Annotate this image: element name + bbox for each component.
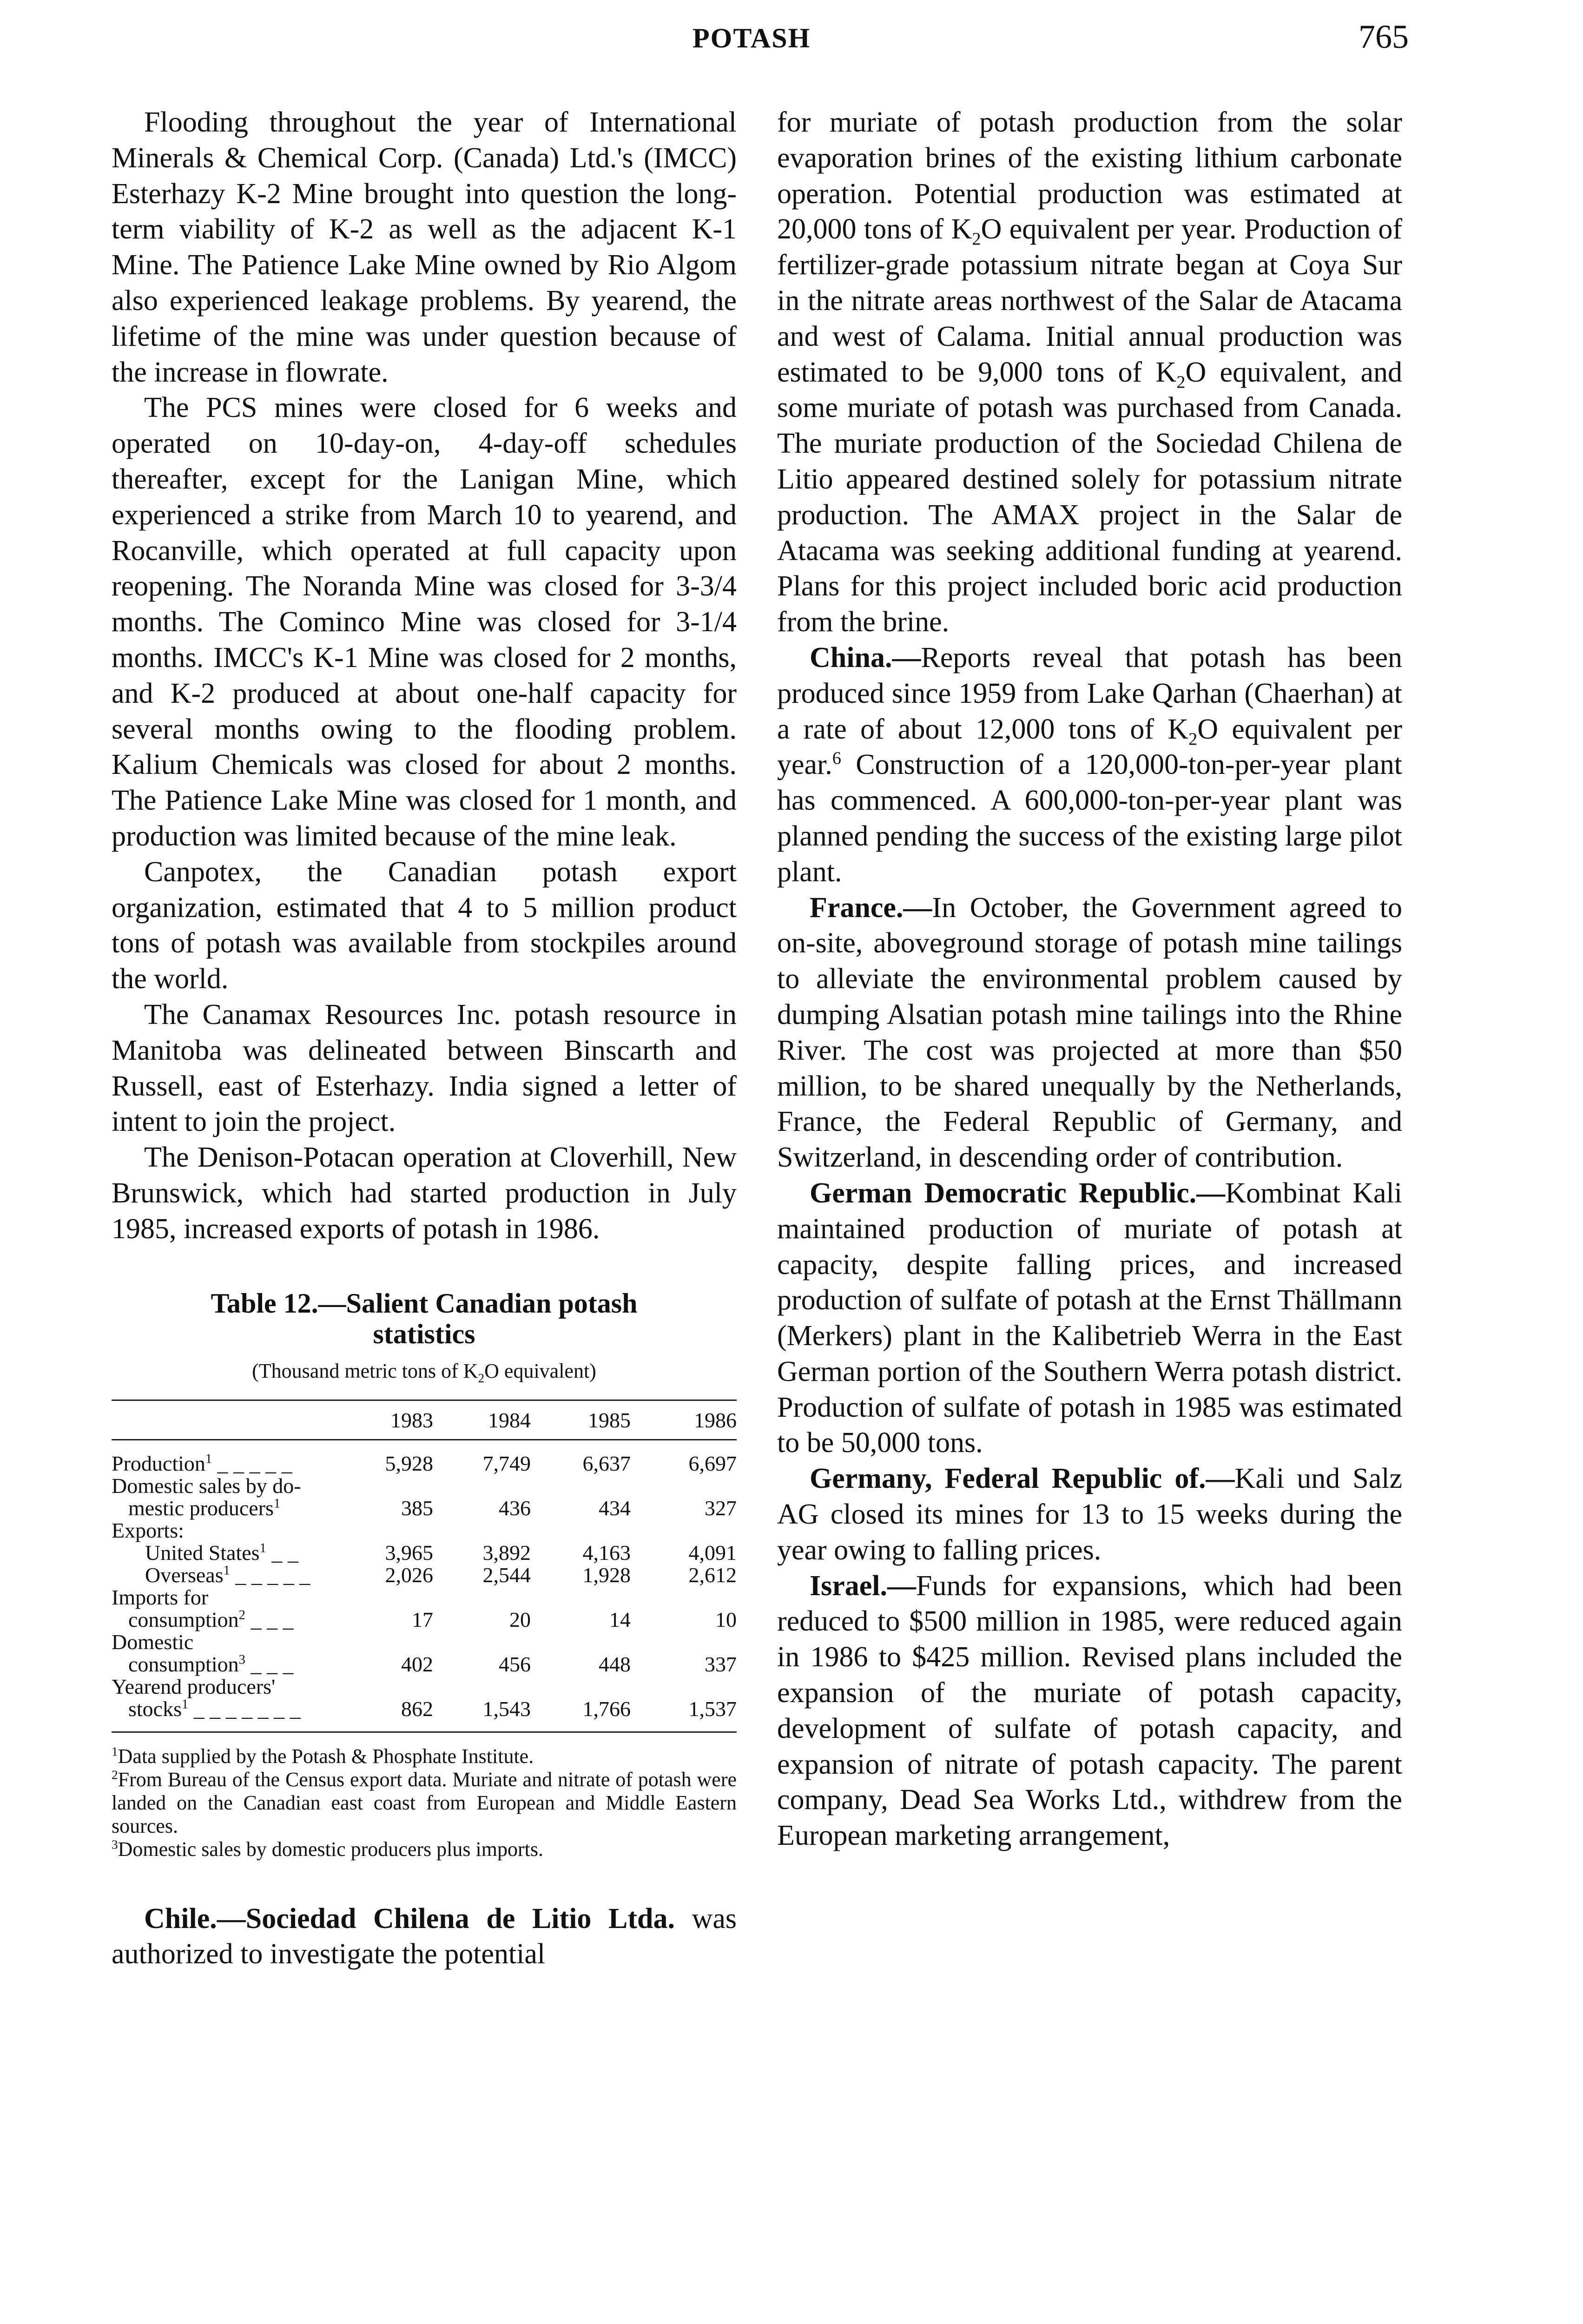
paragraph-denison-potacan: The Denison-Potacan operation at Cloverhill, New Brunswick, which had started production in July 1985, increased exports of potash in 1986. [112,1142,737,1245]
salient-statistics-table [112,1400,737,1733]
table-header-row [112,1400,737,1439]
column-header: 1986 [631,1400,737,1439]
running-head: POTASH [693,23,811,53]
paragraph-canamax: The Canamax Resources Inc. potash resource in Manitoba was delineated between Binscarth and Russell, east of Esterhazy. India signed a letter of intent to join the project. [112,998,737,1138]
paragraph-israel: Israel.—Funds for expansions, which had been reduced to $500 million in 1985, were reduced again in 1986 to $425 million. Revised plans included the expansion of the muriate of potash capacity, development of sulfate of potash capacity, and expansion of nitrate of potash capacity. The parent company, Dead Sea Works Ltd., withdrew from the European marketing arrangement, [777,1570,1402,1852]
column-header: 1984 [433,1400,531,1439]
paragraph-france: France.—In October, the Government agreed to on-site, aboveground storage of potash mine tailings to alleviate the environmental problem caused by dumping Alsatian potash mine tailings into the Rhine River. The cost was projected at more than $50 million, to be shared unequally by the Netherlands, France, the Federal Republic of Germany, and Switzerland, in descending order of contribution. [777,891,1402,1174]
paragraph-china: China.—Reports reveal that potash has been produced since 1959 from Lake Qarhan (Chaerhan) at a rate of about 12,000 tons of $K_2O$ equivalent per year.$^6$ Construction of a 120,000-ton-per-year plant has commenced. A 600,000-ton-per-year plant was planned pending the success of the existing large pilot plant. [777,641,1403,888]
paragraph-canpotex: Canpotex, the Canadian potash export organization, estimated that 4 to 5 million product tons of potash was available from stockpiles around the world. [112,856,737,995]
section-heading-chile: Chile.—Sociedad Chilena de Litio Ltda. [144,1902,675,1934]
paragraph-germany-federal-republic: Germany, Federal Republic of.—Kali und Salz AG closed its mines for 13 to 15 weeks during the year owing to falling prices. [777,1463,1402,1566]
section-heading-gdr: German Democratic Republic.— [810,1177,1226,1209]
table-row-imports: Imports for consumption$^2$ _ _ _ 17 20 14 10 [112,1585,737,1631]
section-heading-france: France.— [810,891,932,924]
right-column [777,105,1402,1854]
table-row-overseas: Overseas$^1$ _ _ _ _ _ 2,026 2,544 1,928 2,612 [145,1563,737,1587]
column-header: 1983 [354,1400,433,1439]
section-heading-israel: Israel.— [810,1570,917,1602]
left-column [112,105,737,1972]
table-12 [112,1288,737,1861]
table-row-united-states: United States$^1$ _ _ 3,965 3,892 4,163 4,091 [145,1540,737,1565]
page-header [0,18,1583,59]
paragraph-chile: Chile.—Sociedad Chilena de Litio Ltda. was authorized to investigate the potential [112,1902,737,1970]
paragraph-chile-continued: for muriate of potash production from the solar evaporation brines of the existing lithium carbonate operation. Potential production was estimated at 20,000 tons of $K_2O$ equivalent per year. Production of fertilizer-grade potassium nitrate began at Coya Sur in the nitrate areas northwest of the Salar de Atacama and west of Calama. Initial annual production was estimated to be 9,000 tons of $K_2O$ equivalent, and some muriate of potash was purchased from Canada. The muriate production of the Sociedad Chilena de Litio appeared destined solely for potassium nitrate production. The AMAX project in the Salar de Atacama was seeking additional funding at yearend. Plans for this project included boric acid production from the brine. [777,106,1402,638]
footnote-2: $^2$From Bureau of the Census export data. Muriate and nitrate of potash were landed on the Canadian east coast from European and Middle Eastern sources. [112,1767,737,1837]
section-heading-frg: Germany, Federal Republic of.— [810,1463,1235,1495]
footnote-3: $^3$Domestic sales by domestic producers plus imports. [112,1837,543,1861]
table-subtitle: (Thousand metric tons of $K_2O$ equivalent) [252,1359,596,1385]
table-row-stocks: Yearend producers' stocks$^1$ _ _ _ _ _ _ _ 862 1,543 1,766 1,537 [112,1676,737,1732]
table-title: Table 12.—Salient Canadian potash statistics [211,1287,638,1349]
paragraph-pcs-mines: The PCS mines were closed for 6 weeks and operated on 10-day-on, 4-day-off schedules thereafter, except for the Lanigan Mine, which experienced a strike from March 10 to yearend, and Rocanville, which operated at full capacity upon reopening. The Noranda Mine was closed for 3-3/4 months. The Cominco Mine was closed for 3-1/4 months. IMCC's K-1 Mine was closed for 2 months, and K-2 produced at about one-half capacity for several months owing to the flooding problem. Kalium Chemicals was closed for about 2 months. The Patience Lake Mine was closed for 1 month, and production was limited because of the mine leak. [112,392,737,852]
footnote-1: $^1$Data supplied by the Potash & Phosphate Institute. [112,1744,534,1768]
paragraph-imcc-flooding: Flooding throughout the year of International Minerals & Chemical Corp. (Canada) Ltd.'s (IMCC) Esterhazy K-2 Mine brought into question the long-term viability of K-2 as well as the adjacent K-1 Mine. The Patience Lake Mine owned by Rio Algom also experienced leakage problems. By yearend, the lifetime of the mine was under question because of the increase in flowrate. [112,106,737,388]
table-row-domestic-sales: Domestic sales by do- mestic producers$^1$ 385 436 434 327 [112,1473,737,1520]
column-header: 1985 [531,1400,631,1439]
table-row-production: Production$^1$ _ _ _ _ _ 5,928 7,749 6,637 6,697 [112,1451,737,1475]
table-row-exports: Exports: [112,1518,184,1542]
table-row-domestic-consumption: Domestic consumption$^3$ _ _ _ 402 456 448 337 [112,1630,737,1676]
section-heading-china: China.— [810,641,921,673]
paragraph-german-democratic-republic: German Democratic Republic.—Kombinat Kali maintained production of muriate of potash at capacity, despite falling prices, and increased production of sulfate of potash at the Ernst Thällmann (Merkers) plant in the Kalibetrieb Werra in the East German portion of the Southern Werra potash district. Production of sulfate of potash in 1985 was estimated to be 50,000 tons. [777,1177,1403,1459]
table-footnotes [112,1745,737,1861]
page-number: 765 [1359,18,1409,55]
